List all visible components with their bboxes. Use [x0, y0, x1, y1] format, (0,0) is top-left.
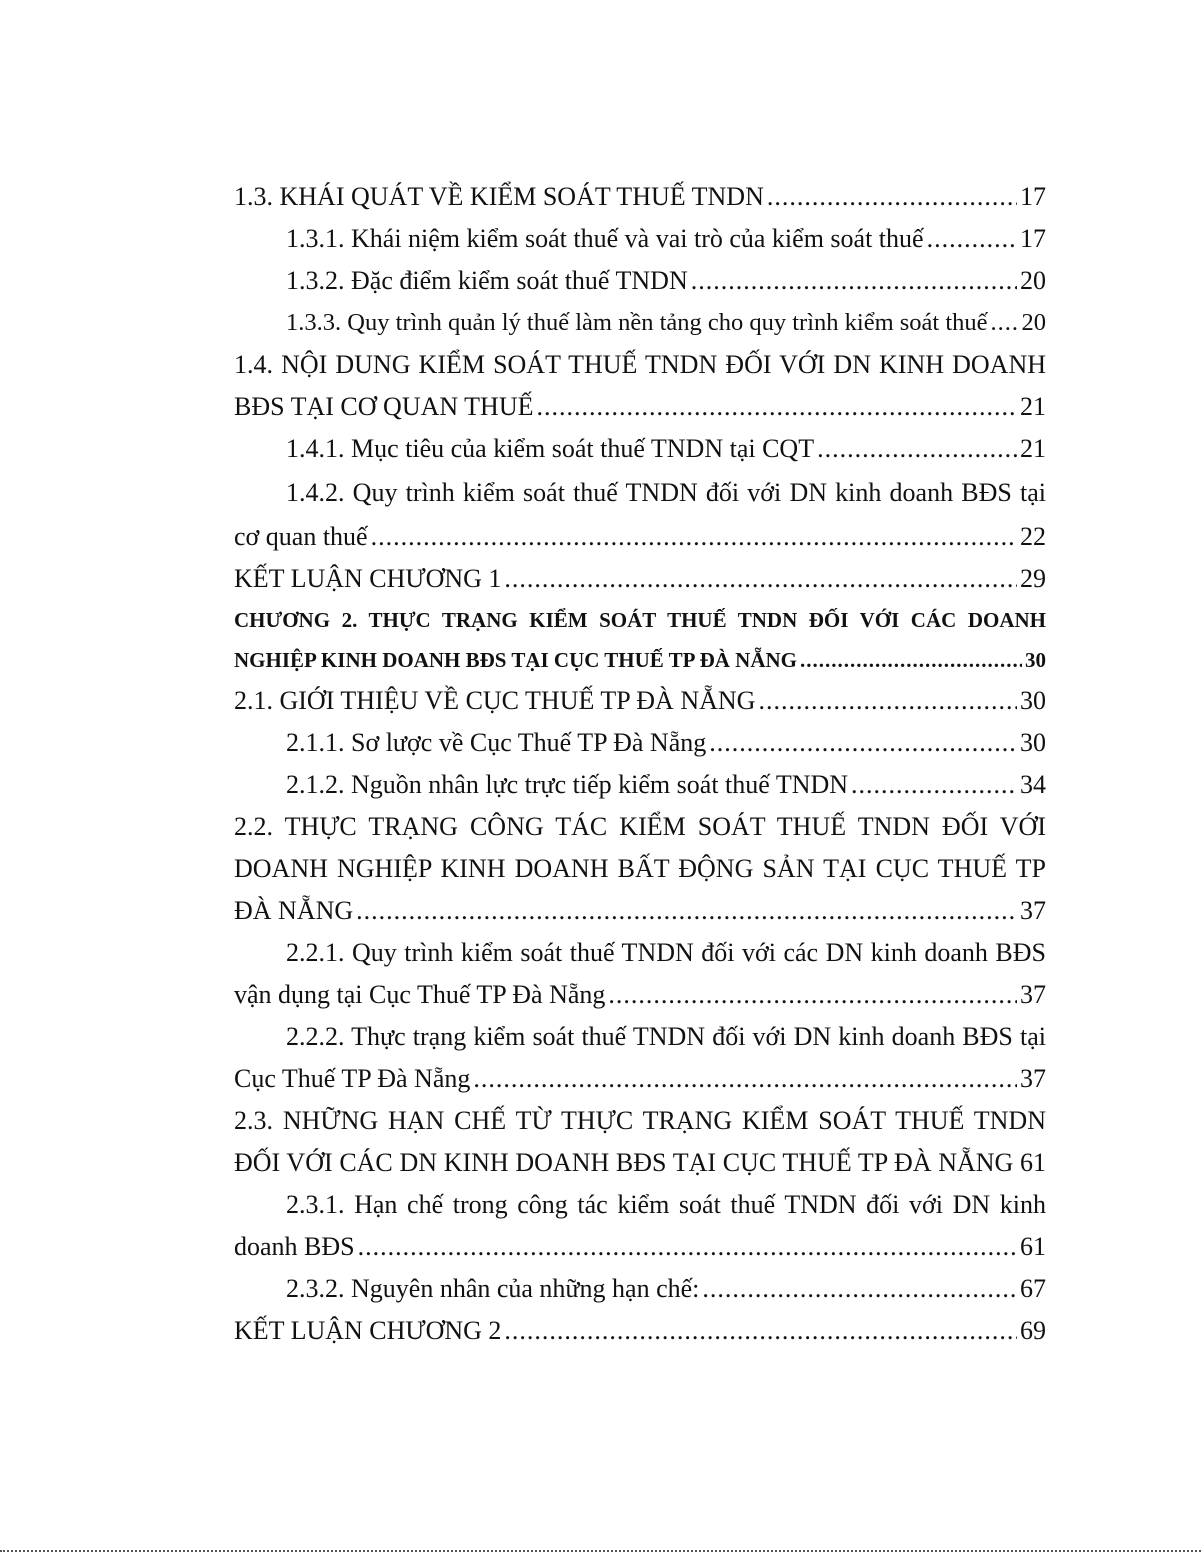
- dot-leader: [537, 386, 1018, 428]
- toc-entry-2-2-1[interactable]: [234, 974, 1046, 1016]
- toc-entry-label: cơ quan thuế: [234, 522, 368, 551]
- dot-leader: [702, 1268, 1017, 1310]
- toc-entry-label: 2.1.1. Sơ lược về Cục Thuế TP Đà Nẵng: [286, 728, 707, 757]
- toc-entry-label: doanh BĐS: [234, 1232, 355, 1261]
- toc-entry-label: vận dụng tại Cục Thuế TP Đà Nẵng: [234, 980, 606, 1009]
- toc-entry-2-3-1[interactable]: [234, 1226, 1046, 1268]
- dot-leader: [691, 260, 1017, 302]
- dot-leader: [504, 1310, 1017, 1352]
- dot-leader: [358, 1226, 1017, 1268]
- dot-leader: [758, 680, 1017, 722]
- toc-entry-2-2-1-line1[interactable]: 2.2.1. Quy trình kiểm soát thuế TNDN đối với các DN kinh doanh BĐS: [286, 938, 1046, 967]
- dot-leader: [767, 176, 1017, 218]
- table-of-contents: [234, 176, 1046, 1352]
- toc-page-number: 69: [1020, 1316, 1046, 1345]
- dot-leader: [371, 516, 1017, 558]
- toc-page-number: 20: [1020, 266, 1046, 295]
- toc-entry-2-1-2[interactable]: [234, 764, 1046, 806]
- dot-leader: [991, 302, 1019, 344]
- toc-entry-label: 2.3.2. Nguyên nhân của những hạn chế:: [286, 1274, 700, 1303]
- toc-entry-label: KẾT LUẬN CHƯƠNG 1: [234, 564, 502, 593]
- dot-leader: [851, 764, 1017, 806]
- toc-entry-label: NGHIỆP KINH DOANH BĐS TẠI CỤC THUẾ TP ĐÀ NẴNG: [234, 648, 798, 672]
- dot-leader: [473, 1058, 1017, 1100]
- toc-entry-1-4-1[interactable]: [234, 428, 1046, 470]
- toc-entry-1-4-2-line1[interactable]: 1.4.2. Quy trình kiểm soát thuế TNDN đối với DN kinh doanh BĐS tại: [286, 478, 1046, 507]
- toc-entry-ket-luan-1[interactable]: [234, 558, 1046, 600]
- toc-entry-2-2-line1[interactable]: 2.2. THỰC TRẠNG CÔNG TÁC KIỂM SOÁT THUẾ TNDN ĐỐI VỚI: [234, 812, 1046, 841]
- toc-entry-2-1[interactable]: [234, 680, 1046, 722]
- toc-entry-label: 1.3. KHÁI QUÁT VỀ KIỂM SOÁT THUẾ TNDN: [234, 182, 764, 211]
- toc-page-number: 34: [1020, 770, 1046, 799]
- dot-leader: [927, 218, 1017, 260]
- dot-leader: [817, 428, 1017, 470]
- toc-entry-1-4-2[interactable]: [234, 516, 1046, 558]
- toc-entry-1-4[interactable]: [234, 386, 1046, 428]
- toc-page-number: 30: [1025, 648, 1046, 672]
- toc-entry-2-3-2[interactable]: [234, 1268, 1046, 1310]
- toc-entry-2-3-1-line1[interactable]: 2.3.1. Hạn chế trong công tác kiểm soát thuế TNDN đối với DN kinh: [286, 1190, 1046, 1219]
- toc-entry-label: KẾT LUẬN CHƯƠNG 2: [234, 1316, 502, 1345]
- toc-page-number: 17: [1020, 224, 1046, 253]
- toc-page-number: 17: [1020, 182, 1046, 211]
- toc-entry-label: 1.3.3. Quy trình quản lý thuế làm nền tảng cho quy trình kiểm soát thuế: [286, 309, 988, 336]
- toc-page-number: 30: [1020, 728, 1046, 757]
- toc-entry-2-3[interactable]: ĐỐI VỚI CÁC DN KINH DOANH BĐS TẠI CỤC THUẾ TP ĐÀ NẴNG 61: [234, 1148, 1046, 1177]
- toc-page-number: 37: [1020, 1064, 1046, 1093]
- dot-leader: [356, 890, 1017, 932]
- toc-chapter-2[interactable]: [234, 640, 1046, 680]
- toc-page-number: 67: [1020, 1274, 1046, 1303]
- toc-entry-1-3[interactable]: [234, 176, 1046, 218]
- toc-entry-1-3-2[interactable]: [234, 260, 1046, 302]
- toc-entry-2-3-line1[interactable]: 2.3. NHỮNG HẠN CHẾ TỪ THỰC TRẠNG KIỂM SOÁT THUẾ TNDN: [234, 1106, 1046, 1135]
- toc-page-number: 21: [1020, 392, 1046, 421]
- toc-entry-label: BĐS TẠI CƠ QUAN THUẾ: [234, 392, 534, 421]
- toc-page-number: 29: [1020, 564, 1046, 593]
- toc-entry-label: Cục Thuế TP Đà Nẵng: [234, 1064, 471, 1093]
- toc-entry-label: 1.4.1. Mục tiêu của kiểm soát thuế TNDN tại CQT: [286, 434, 815, 463]
- toc-entry-label: 2.1. GIỚI THIỆU VỀ CỤC THUẾ TP ĐÀ NẴNG: [234, 686, 756, 715]
- toc-entry-label: ĐÀ NẴNG: [234, 896, 354, 925]
- toc-page-number: 22: [1020, 522, 1046, 551]
- toc-entry-label: 1.3.1. Khái niệm kiểm soát thuế và vai trò của kiểm soát thuế: [286, 224, 924, 253]
- dot-leader: [800, 640, 1022, 680]
- toc-entry-2-2-2[interactable]: [234, 1058, 1046, 1100]
- toc-entry-2-2-line2[interactable]: DOANH NGHIỆP KINH DOANH BẤT ĐỘNG SẢN TẠI CỤC THUẾ TP: [234, 854, 1046, 883]
- toc-entry-1-4-line1[interactable]: 1.4. NỘI DUNG KIỂM SOÁT THUẾ TNDN ĐỐI VỚI DN KINH DOANH: [234, 350, 1046, 379]
- toc-entry-2-2[interactable]: [234, 890, 1046, 932]
- toc-page-number: 21: [1020, 434, 1046, 463]
- toc-entry-2-2-2-line1[interactable]: 2.2.2. Thực trạng kiểm soát thuế TNDN đối với DN kinh doanh BĐS tại: [286, 1022, 1046, 1051]
- toc-page-number: 37: [1020, 896, 1046, 925]
- dot-leader: [608, 974, 1017, 1016]
- toc-entry-1-3-3[interactable]: [234, 302, 1046, 344]
- toc-page-number: 20: [1021, 309, 1046, 336]
- dot-leader: [504, 558, 1017, 600]
- toc-page-number: 30: [1020, 686, 1046, 715]
- toc-entry-ket-luan-2[interactable]: [234, 1310, 1046, 1352]
- toc-entry-label: 2.1.2. Nguồn nhân lực trực tiếp kiểm soát thuế TNDN: [286, 770, 849, 799]
- toc-entry-2-1-1[interactable]: [234, 722, 1046, 764]
- toc-entry-label: 1.3.2. Đặc điểm kiểm soát thuế TNDN: [286, 266, 688, 295]
- toc-entry-1-3-1[interactable]: [234, 218, 1046, 260]
- toc-page-number: 61: [1020, 1232, 1046, 1261]
- toc-chapter-2-line1[interactable]: CHƯƠNG 2. THỰC TRẠNG KIỂM SOÁT THUẾ TNDN ĐỐI VỚI CÁC DOANH: [234, 608, 1046, 632]
- dot-leader: [709, 722, 1017, 764]
- page-bottom-edge: [0, 1550, 1201, 1552]
- toc-page-number: 37: [1020, 980, 1046, 1009]
